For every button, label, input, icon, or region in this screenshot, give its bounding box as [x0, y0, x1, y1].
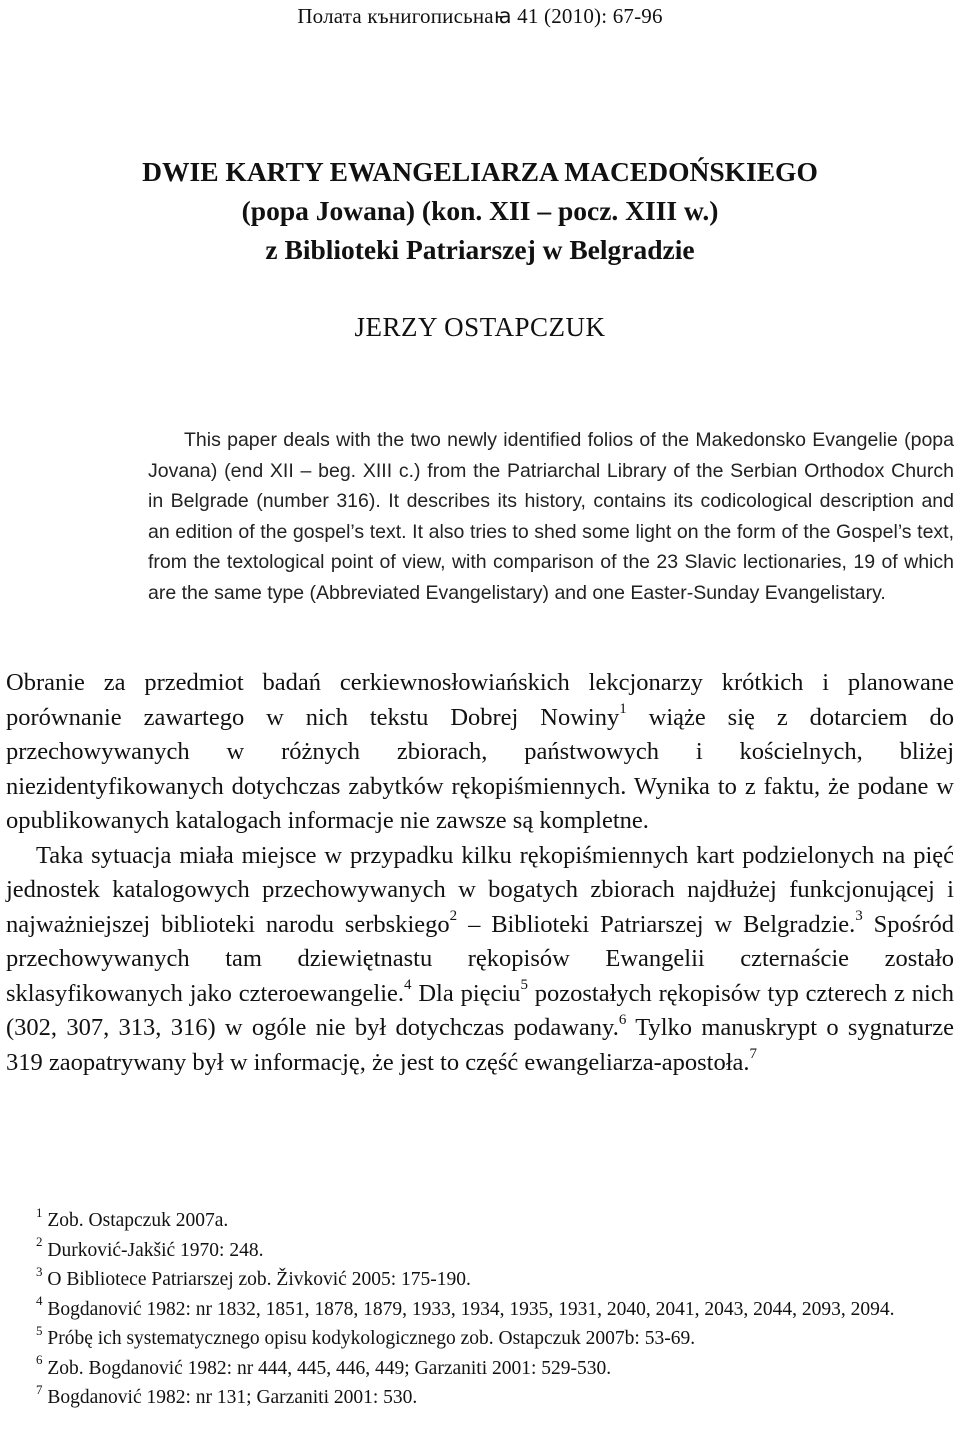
body-text — [6, 666, 954, 1080]
body-text-run: Tylko manuskrypt o sygnaturze 319 zaopatrywany był w informację, że jest to część ewangeliarza-apostoła. — [6, 1014, 954, 1076]
author-name: JERZY OSTAPCZUK — [354, 312, 606, 342]
body-text-run: Spośród przechowywanych tam dziewiętnastu rękopisów Ewangelii czternaście zostało sklasyfikowanych jako czteroewangelie. — [6, 910, 954, 1007]
footnote-text: Bogdanović 1982: nr 131; Garzaniti 2001: 530. — [42, 1387, 418, 1408]
footnote-5 — [6, 1324, 954, 1354]
body-text-run: Dla pięciu — [411, 979, 521, 1007]
footnote-text: Próbę ich systematycznego opisu kodykologicznego zob. Ostapczuk 2007b: 53-69. — [42, 1328, 696, 1349]
footnote-1 — [6, 1206, 954, 1236]
footnote-text: Zob. Ostapczuk 2007a. — [42, 1210, 229, 1231]
footnote-ref-3[interactable]: 3 — [855, 908, 863, 925]
footnote-ref-1[interactable]: 1 — [619, 701, 627, 718]
footnote-ref-4[interactable]: 4 — [404, 977, 412, 994]
running-head: Полата кънигописьнаꙗ 41 (2010): 67-96 — [297, 4, 663, 28]
footnote-number: 2 — [36, 1234, 43, 1249]
body-paragraph-2 — [6, 839, 954, 1081]
title-line-3: z Biblioteki Patriarszej w Belgradzie — [265, 234, 695, 265]
footnote-number: 7 — [36, 1381, 43, 1397]
body-text-run: wiąże się z dotarciem do przechowywanych w różnych zbiorach, państwowych i kościelnych, bliżej niezidentyfikowanych dotychczas zabytków rękopiśmiennych. Wynika to z faktu, że podane w opublikowanych katalogach informacje nie zawsze są kompletne. — [6, 703, 954, 834]
footnote-number: 6 — [36, 1352, 43, 1367]
footnote-text: O Bibliotece Patriarszej zob. Živković 2005: 175-190. — [42, 1269, 471, 1290]
footnote-6 — [6, 1354, 954, 1384]
abstract — [148, 425, 954, 608]
footnote-7 — [6, 1383, 954, 1413]
title-line-2: (popa Jowana) (kon. XII – pocz. XIII w.) — [241, 195, 719, 226]
footnote-4 — [6, 1295, 954, 1325]
footnote-text: Zob. Bogdanović 1982: nr 444, 445, 446, 449; Garzaniti 2001: 529-530. — [42, 1357, 612, 1379]
footnote-number: 4 — [36, 1293, 43, 1308]
footnote-number: 3 — [36, 1263, 43, 1279]
article-title — [0, 152, 960, 269]
body-paragraph-1 — [6, 666, 954, 839]
footnote-ref-5[interactable]: 5 — [520, 977, 528, 994]
body-text-run: Taka sytuacja miała miejsce w przypadku kilku rękopiśmiennych kart podzielonych na pięć jednostek katalogowych przechowywanych w bogatych zbiorach najdłużej funkcjonującej i najważniejszej biblioteki narodu serbskiego — [6, 841, 954, 938]
abstract-text: This paper deals with the two newly identified folios of the Makedonsko Evangelie (popa Jovana) (end XII – beg. XIII c.) from the Patriarchal Library of the Serbian Orthodox Church in Belgrade (number 316). It describes its history, contains its codicological description and an edition of the gospel’s text. It also tries to shed some light on the form of the Gospel’s text, from the textological point of view, with comparison of the 23 Slavic lectionaries, 19 of which are the same type (Abbreviated Evangelistary) and one Easter-Sunday Evangelistary. — [148, 429, 954, 604]
footnote-3 — [6, 1265, 954, 1295]
footnotes — [6, 1206, 954, 1413]
footnote-text: Bogdanović 1982: nr 1832, 1851, 1878, 1879, 1933, 1934, 1935, 1931, 2040, 2041, 2043, 2044, 2093, 2094. — [42, 1298, 895, 1320]
footnote-number: 5 — [36, 1322, 43, 1338]
body-text-run: – Biblioteki Patriarszej w Belgradzie. — [457, 910, 856, 938]
footnote-ref-2[interactable]: 2 — [449, 908, 458, 925]
footnote-text: Durković-Jakšić 1970: 248. — [42, 1239, 264, 1261]
body-text-run: Obranie za przedmiot badań cerkiewnosłowiańskich lekcjonarzy krótkich i planowane porównanie zawartego w nich tekstu Dobrej Nowiny — [6, 669, 954, 731]
footnote-2 — [6, 1236, 954, 1266]
title-line-1: DWIE KARTY EWANGELIARZA MACEDOŃSKIEGO — [142, 156, 818, 187]
footnote-ref-7[interactable]: 7 — [749, 1046, 758, 1063]
footnote-ref-6[interactable]: 6 — [618, 1011, 627, 1028]
footnote-number: 1 — [36, 1204, 43, 1220]
body-text-run: pozostałych rękopisów typ czterech z nich (302, 307, 313, 316) w ogóle nie był dotychczas podawany. — [6, 979, 954, 1041]
